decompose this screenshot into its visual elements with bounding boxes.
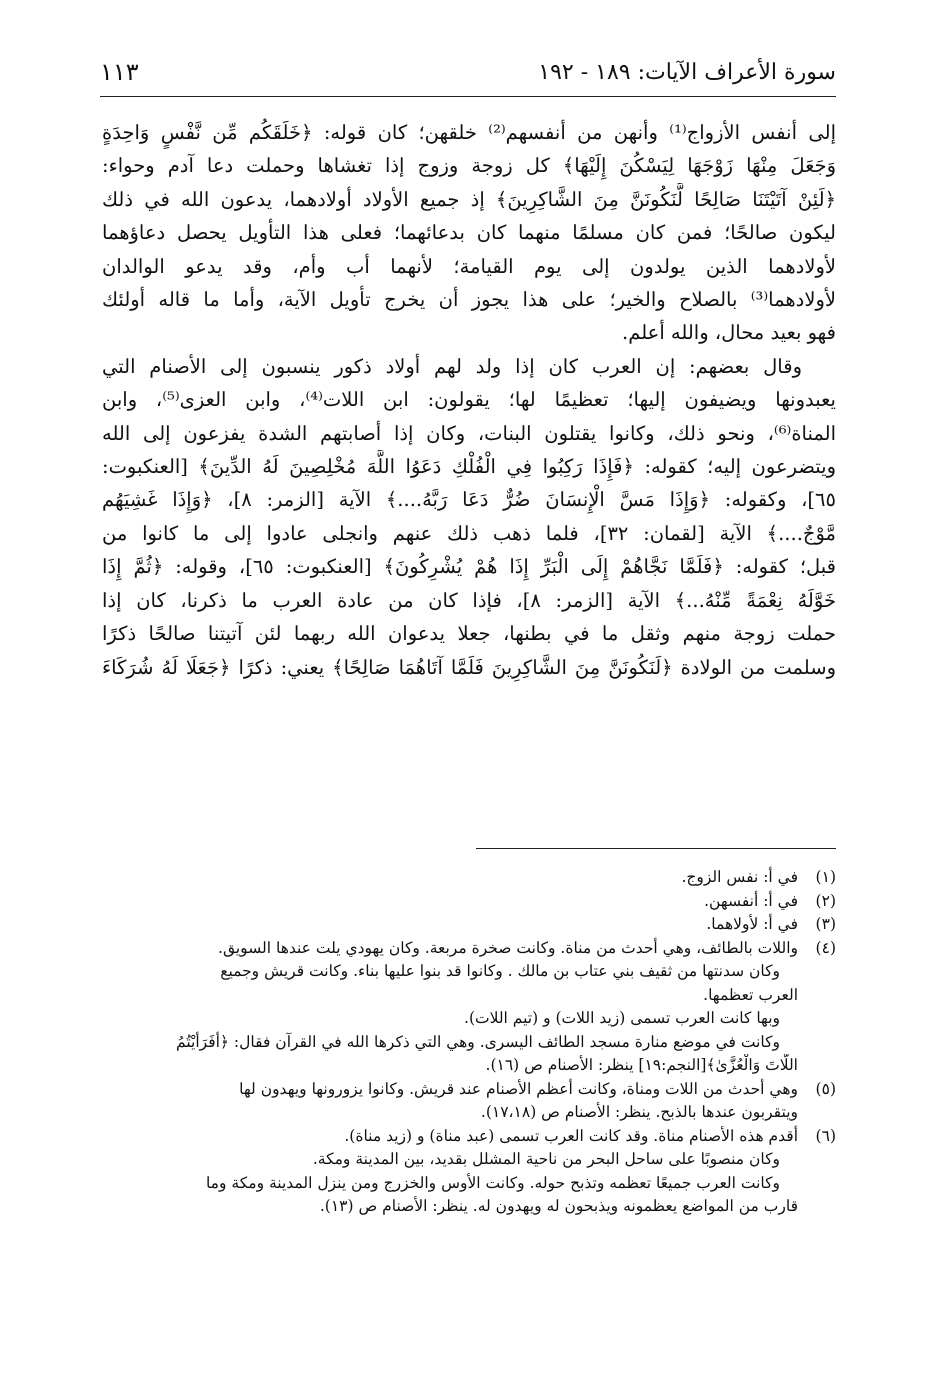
footnote-line: اللَّاتَ وَالْعُزَّىٰ﴾[النجم:١٩] ينظر: الأصنام ص (١٦).	[485, 1056, 798, 1074]
footnote-line: واللات بالطائف، وهي أحدث من مناة. وكانت صخرة مربعة. وكان يهودي يلت عندها السويق.	[218, 938, 798, 957]
main-text	[102, 116, 836, 684]
footnote-number: (١)	[815, 868, 836, 886]
text-line: قبل؛ كقوله: ﴿فَلَمَّا نَجَّاهُمْ إِلَى الْبَرِّ إِذَا هُمْ يُشْرِكُونَ﴾ [العنكبوت: ٦٥]، وقوله: ﴿ثُمَّ إِذَا	[102, 555, 836, 579]
text-line: يعبدونها ويضيفون إليها؛ تعظيمًا لها؛ يقولون: ابن اللات⁽⁴⁾، وابن العزى⁽⁵⁾، وابن	[102, 388, 836, 412]
text-line: ﴿لَئِنْ آتَيْتَنَا صَالِحًا لَّنَكُونَنَّ مِنَ الشَّاكِرِينَ﴾ إذ جميع الأولاد أولادهما، يدعون الله في ذلك	[102, 187, 836, 211]
footnotes	[100, 866, 836, 1219]
text-line: وَجَعَلَ مِنْهَا زَوْجَهَا لِيَسْكُنَ إِلَيْهَا﴾ كل زوجة وزوج إذا تغشاها وحملت دعا آدم وحواء:	[102, 154, 836, 178]
footnote-line: وكان سدنتها من ثقيف بني عتاب بن مالك . وكانوا قد بنوا عليها بناء. وكانت قريش وجميع	[220, 962, 780, 980]
footnote	[100, 866, 836, 890]
text-line: وقال بعضهم: إن العرب كان إذا ولد لهم أولاد ذكور ينسبون إلى الأصنام التي	[102, 354, 802, 378]
footnote-line: في أ: أنفسهن.	[704, 891, 798, 910]
footnote-separator	[476, 848, 836, 849]
running-title: سورة الأعراف الآيات: ١٨٩ - ١٩٢	[538, 60, 836, 85]
text-line: ويتضرعون إليه؛ كقوله: ﴿فَإِذَا رَكِبُوا فِي الْفُلْكِ دَعَوُا اللَّهَ مُخْلِصِينَ لَهُ الدِّينَ﴾ [العنكبوت:	[102, 455, 836, 479]
text-line: خَوَّلَهُ نِعْمَةً مِّنْهُ...﴾ الآية [الزمر: ٨]، فإذا كان من عادة العرب ما ذكرنا، كان إذا	[102, 588, 836, 612]
footnote-line: وهي أحدث من اللات ومناة، وكانت أعظم الأصنام عند قريش. وكانوا يزورونها ويهدون لها	[239, 1079, 798, 1098]
text-line: لأولادهما⁽³⁾ بالصلاح والخير؛ على هذا يجوز أن يخرج تأويل الآية، وأما ما قاله أولئك	[102, 288, 836, 312]
footnote	[100, 890, 836, 914]
footnote	[100, 1125, 836, 1219]
footnote-number: (٣)	[815, 915, 836, 933]
footnote-line: وكانت العرب جميعًا تعظمه وتذبح حوله. وكانت الأوس والخزرج ومن ينزل المدينة ومكة وما	[205, 1173, 780, 1192]
text-line: وسلمت من الولادة ﴿لَنَكُونَنَّ مِنَ الشَّاكِرِينَ فَلَمَّا آتَاهُمَا صَالِحًا﴾ يعني: ذكرًا ﴿جَعَلَا لَهُ شُرَكَاءَ	[102, 655, 836, 679]
text-line: حملت زوجة منهم وثقل ما في بطنها، جعلا يدعوان الله ربهما لئن آتيتنا صالحًا ذكرًا	[102, 622, 836, 646]
footnote-line: وكان منصوبًا على ساحل البحر من ناحية المشلل بقديد، بين المدينة ومكة.	[312, 1150, 780, 1168]
page-header	[100, 56, 836, 97]
footnote-line: وكانت في موضع منارة مسجد الطائف اليسرى. وهي التي ذكرها الله في القرآن فقال: ﴿أَفَرَأَيْتُمُ	[176, 1032, 780, 1051]
footnote-line: العرب تعظمها.	[703, 985, 798, 1004]
page-number: ١١٣	[100, 58, 139, 86]
text-line: مَّوْجٌ....﴾ الآية [لقمان: ٣٢]، فلما ذهب ذلك عنهم وانجلى عادوا إلى ما كانوا من	[102, 521, 836, 545]
footnote-line: ويتقربون عندها بالذبح. ينظر: الأصنام ص (١٧،١٨).	[480, 1103, 798, 1121]
footnote	[100, 937, 836, 1078]
footnote-line: في أ: نفس الزوج.	[681, 868, 798, 886]
footnote-number: (٥)	[815, 1079, 836, 1098]
footnote-line: في أ: لأولاهما.	[706, 915, 798, 933]
text-line: إلى أنفس الأزواج⁽¹⁾ وأنهن من أنفسهم⁽²⁾ خلقهن؛ كان قوله: ﴿خَلَقَكُم مِّن نَّفْسٍ وَاحِدَةٍ	[102, 121, 836, 144]
text-line: المناة⁽⁶⁾، ونحو ذلك، وكانوا يقتلون البنات، وكان إذا أصابتهم الشدة يفزعون إلى الله	[102, 421, 836, 445]
footnote-number: (٤)	[815, 938, 836, 957]
text-line: فهو بعيد محال، والله أعلم.	[622, 321, 836, 345]
text-line: ليكون صالحًا؛ فمن كان مسلمًا منهما كان بدعائهما؛ فعلى هذا التأويل يحصل دعاؤهما	[102, 221, 836, 245]
text-line: لأولادهما الذين يولدون إلى يوم القيامة؛ لأنهما أب وأم، وقد يدعو الوالدان	[102, 254, 836, 278]
footnote	[100, 913, 836, 937]
footnote	[100, 1078, 836, 1125]
text-line: ٦٥]، وكقوله: ﴿وَإِذَا مَسَّ الْإِنسَانَ ضُرٌّ دَعَا رَبَّهُ....﴾ الآية [الزمر: ٨]، ﴿وَإِذَا غَشِيَهُم	[102, 488, 836, 512]
footnote-number: (٦)	[815, 1126, 836, 1145]
footnote-line: أقدم هذه الأصنام مناة. وقد كانت العرب تسمى (عبد مناة) و (زيد مناة).	[344, 1126, 798, 1145]
footnote-line: قارب من المواضع يعظمونه ويذبحون له ويهدون له. ينظر: الأصنام ص (١٣).	[319, 1197, 798, 1215]
footnote-line: وبها كانت العرب تسمى (زيد اللات) و (تيم اللات).	[464, 1009, 780, 1027]
footnote-number: (٢)	[815, 891, 836, 910]
